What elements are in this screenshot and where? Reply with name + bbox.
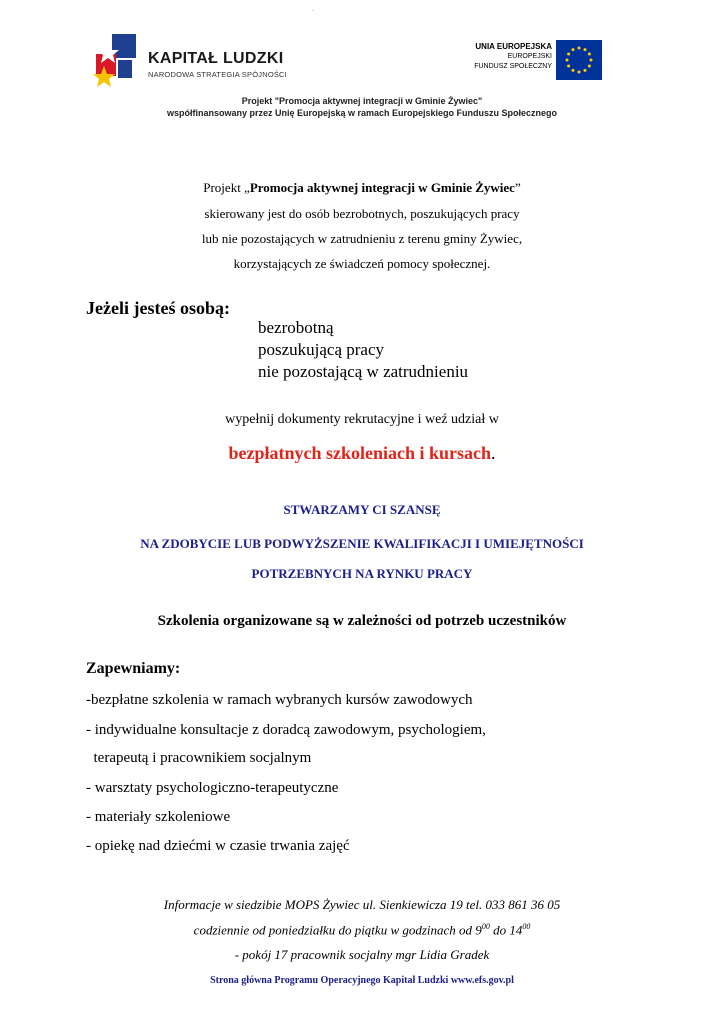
option-item: bezrobotną — [258, 318, 334, 337]
eu-star-icon — [567, 65, 570, 68]
offer-item: -bezpłatne szkolenia w ramach wybranych kursów zawodowych — [86, 692, 473, 708]
eu-star-icon — [590, 59, 593, 62]
project-header-line1: Projekt "Promocja aktywnej integracji w Gminie Żywiec" — [241, 96, 483, 106]
eu-star-icon — [567, 53, 570, 56]
eu-line1: UNIA EUROPEJSKA — [475, 42, 552, 51]
intro-line3: lub nie pozostających w zatrudnieniu z terenu gminy Żywiec, — [201, 231, 523, 246]
eu-line2: EUROPEJSKI — [507, 53, 552, 60]
question-title: Jeżeli jesteś osobą: — [86, 298, 230, 318]
eu-star-icon — [572, 48, 575, 51]
call-line: wypełnij dokumenty rekrutacyjne i weź udział w — [225, 412, 499, 427]
footer-line2 — [0, 922, 724, 938]
offer-item: - materiały szkoleniowe — [86, 809, 231, 825]
footer-hours-a: codziennie od poniedziałku do piątku w godzinach od 9 — [193, 922, 482, 938]
chance-line3: POTRZEBNYCH NA RYNKU PRACY — [251, 566, 473, 581]
footer-line3: - pokój 17 pracownik socjalny mgr Lidia Gradek — [234, 947, 490, 962]
eu-star-icon — [584, 48, 587, 51]
highlight-end: . — [491, 443, 496, 463]
eu-star-icon — [588, 53, 591, 56]
eu-star-icon — [578, 47, 581, 50]
efs-link[interactable]: Strona główna Programu Operacyjnego Kapitał Ludzki www.efs.gov.pl — [210, 975, 514, 986]
footer-hours-sup2: 00 — [522, 922, 531, 931]
eu-star-icon — [566, 59, 569, 62]
free-training-highlight: bezpłatnych szkoleniach i kursach — [228, 443, 492, 463]
eu-text-block — [452, 42, 552, 72]
intro-line1 — [0, 180, 724, 196]
eu-flag-icon — [556, 40, 602, 80]
eu-star-icon — [584, 69, 587, 72]
kapital-ludzki-logo-icon — [92, 32, 142, 88]
page-dot: . — [312, 4, 314, 13]
offer-item: - warsztaty psychologiczno-terapeutyczne — [86, 780, 339, 796]
intro-prefix: Projekt „ — [203, 180, 250, 195]
offer-title: Zapewniamy: — [86, 660, 181, 677]
footer-line1: Informacje w siedzibie MOPS Żywiec ul. Sienkiewicza 19 tel. 033 861 36 05 — [163, 897, 561, 912]
footer-hours-b: do 14 — [489, 922, 523, 938]
option-item: nie pozostającą w zatrudnieniu — [258, 362, 469, 381]
project-header-line2: współfinansowany przez Unię Europejską w ramach Europejskiego Funduszu Społecznego — [166, 108, 558, 118]
eu-star-icon — [572, 69, 575, 72]
organized-line: Szkolenia organizowane są w zależności od potrzeb uczestników — [157, 613, 567, 629]
logo-title: KAPITAŁ LUDZKI — [148, 50, 284, 67]
logo-subtitle: NARODOWA STRATEGIA SPÓJNOŚCI — [148, 70, 287, 79]
eu-star-icon — [578, 71, 581, 74]
chance-line1: STWARZAMY CI SZANSĘ — [283, 502, 441, 517]
intro-line4: korzystających ze świadczeń pomocy społecznej. — [233, 256, 491, 271]
option-item: poszukującą pracy — [258, 340, 385, 359]
intro-suffix: ” — [514, 180, 521, 195]
intro-project-name: Promocja aktywnej integracji w Gminie Żywiec — [249, 180, 515, 195]
offer-item: - opiekę nad dziećmi w czasie trwania zajęć — [86, 838, 350, 854]
intro-line2: skierowany jest do osób bezrobotnych, poszukujących pracy — [204, 206, 520, 221]
chance-line2: NA ZDOBYCIE LUB PODWYŻSZENIE KWALIFIKACJI I UMIEJĘTNOŚCI — [140, 536, 584, 551]
call-highlight-line — [0, 443, 724, 464]
footer-hours-sup1: 00 — [481, 922, 490, 931]
eu-line3: FUNDUSZ SPOŁECZNY — [474, 63, 552, 70]
offer-item: terapeutą i pracownikiem socjalnym — [86, 750, 312, 766]
offer-item: - indywidualne konsultacje z doradcą zawodowym, psychologiem, — [86, 722, 486, 738]
eu-star-icon — [588, 65, 591, 68]
